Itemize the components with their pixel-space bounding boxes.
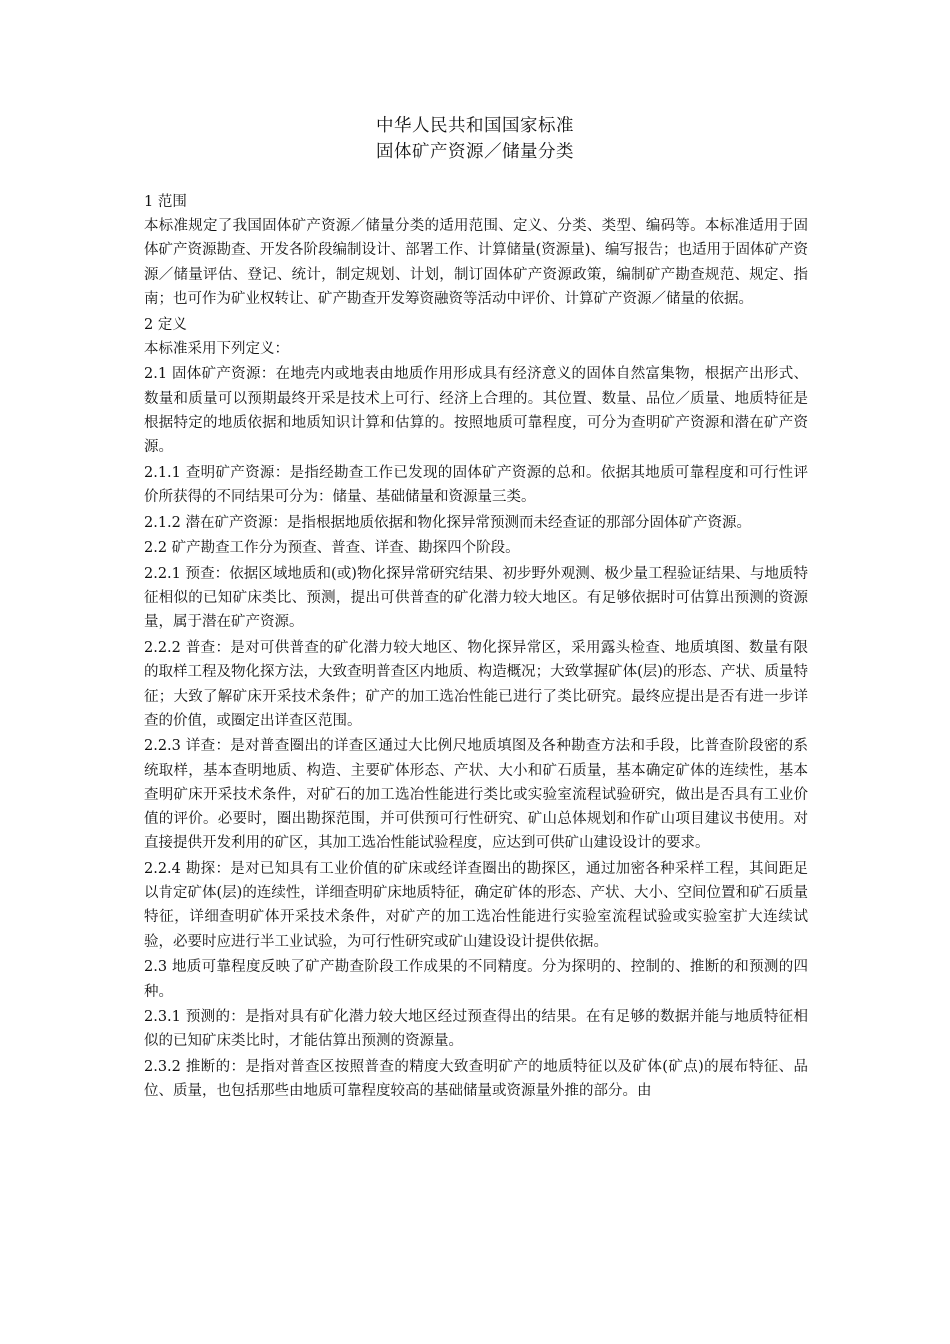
- title-line-sub: 固体矿产资源／储量分类: [376, 142, 574, 162]
- paragraph-2-2: 2.2 矿产勘查工作分为预查、普查、详查、勘探四个阶段。: [144, 540, 520, 557]
- section-heading-scope: 1 范围: [144, 194, 187, 210]
- paragraph-2-3-1: 2.3.1 预测的：是指对具有矿化潜力较大地区经过预查得出的结果。在有足够的数据并能与地质特征相似的已知矿床类比时，才能估算出预测的资源量。: [144, 1009, 808, 1050]
- paragraph-2-3-2: 2.3.2 推断的：是指对普查区按照普查的精度大致查明矿产的地质特征以及矿体(矿点)的展布特征、品位、质量，也包括那些由地质可靠程度较高的基础储量或资源量外推的部分。由: [144, 1059, 808, 1100]
- paragraph-2-1-1: 2.1.1 查明矿产资源：是指经勘查工作已发现的固体矿产资源的总和。依据其地质可靠程度和可行性评价所获得的不同结果可分为：储量、基础储量和资源量三类。: [144, 464, 808, 505]
- paragraph-2-1-2: 2.1.2 潜在矿产资源：是指根据地质依据和物化探异常预测而未经查证的那部分固体矿产资源。: [144, 514, 751, 531]
- paragraph-2-2-3: 2.2.3 详查：是对普查圈出的详查区通过大比例尺地质填图及各种勘查方法和手段，比普查阶段密的系统取样，基本查明地质、构造、主要矿体形态、产状、大小和矿石质量，基本确定矿体的连续性，基本查明矿床开采技术条件，对矿石的加工选冶性能进行类比或实验室流程试验研究，做出是否具有工业价值的评价。必要时，圈出勘探范围，并可供预可行性研究、矿山总体规划和作矿山项目建议书使用。对直接提供开发利用的矿区，其加工选冶性能试验程度，应达到可供矿山建设设计的要求。: [144, 738, 808, 852]
- document-title: [0, 113, 950, 165]
- paragraph-scope: 本标准规定了我国固体矿产资源／储量分类的适用范围、定义、分类、类型、编码等。本标准适用于固体矿产资源勘查、开发各阶段编制设计、部署工作、计算储量(资源量)、编写报告；也适用于固体矿产资源／储量评估、登记、统计，制定规划、计划，制订固体矿产资源政策，编制矿产勘查规范、规定、指南；也可作为矿业权转让、矿产勘查开发筹资融资等活动中评价、计算矿产资源／储量的依据。: [144, 218, 808, 307]
- paragraph-2-1: 2.1 固体矿产资源：在地壳内或地表由地质作用形成具有经济意义的固体自然富集物，根据产出形式、数量和质量可以预期最终开采是技术上可行、经济上合理的。其位置、数量、品位／质量、地质特征是根据特定的地质依据和地质知识计算和估算的。按照地质可靠程度，可分为查明矿产资源和潜在矿产资源。: [144, 366, 808, 456]
- document-body: [144, 190, 808, 1105]
- paragraph-definitions-intro: 本标准采用下列定义：: [144, 340, 289, 357]
- title-line-main: 中华人民共和国国家标准: [376, 116, 574, 136]
- section-heading-definitions: 2 定义: [144, 316, 187, 333]
- paragraph-2-2-4: 2.2.4 勘探：是对已知具有工业价值的矿床或经详查圈出的勘探区，通过加密各种采样工程，其间距足以肯定矿体(层)的连续性，详细查明矿床地质特征，确定矿体的形态、产状、大小、空间位置和矿石质量特征，详细查明矿体开采技术条件，对矿产的加工选冶性能进行实验室流程试验或实验室扩大连续试验，必要时应进行半工业试验，为可行性研究或矿山建设设计提供依据。: [144, 860, 808, 950]
- paragraph-2-2-2: 2.2.2 普查：是对可供普查的矿化潜力较大地区、物化探异常区，采用露头检查、地质填图、数量有限的取样工程及物化探方法，大致查明普查区内地质、构造概况；大致掌握矿体(层)的形态、产状、质量特征；大致了解矿床开采技术条件；矿产的加工选冶性能已进行了类比研究。最终应提出是否有进一步详查的价值，或圈定出详查区范围。: [144, 640, 808, 729]
- paragraph-2-3: 2.3 地质可靠程度反映了矿产勘查阶段工作成果的不同精度。分为探明的、控制的、推断的和预测的四种。: [144, 959, 808, 1000]
- paragraph-2-2-1: 2.2.1 预查：依据区域地质和(或)物化探异常研究结果、初步野外观测、极少量工程验证结果、与地质特征相似的已知矿床类比、预测，提出可供普查的矿化潜力较大地区。有足够依据时可估算出预测的资源量，属于潜在矿产资源。: [144, 566, 808, 631]
